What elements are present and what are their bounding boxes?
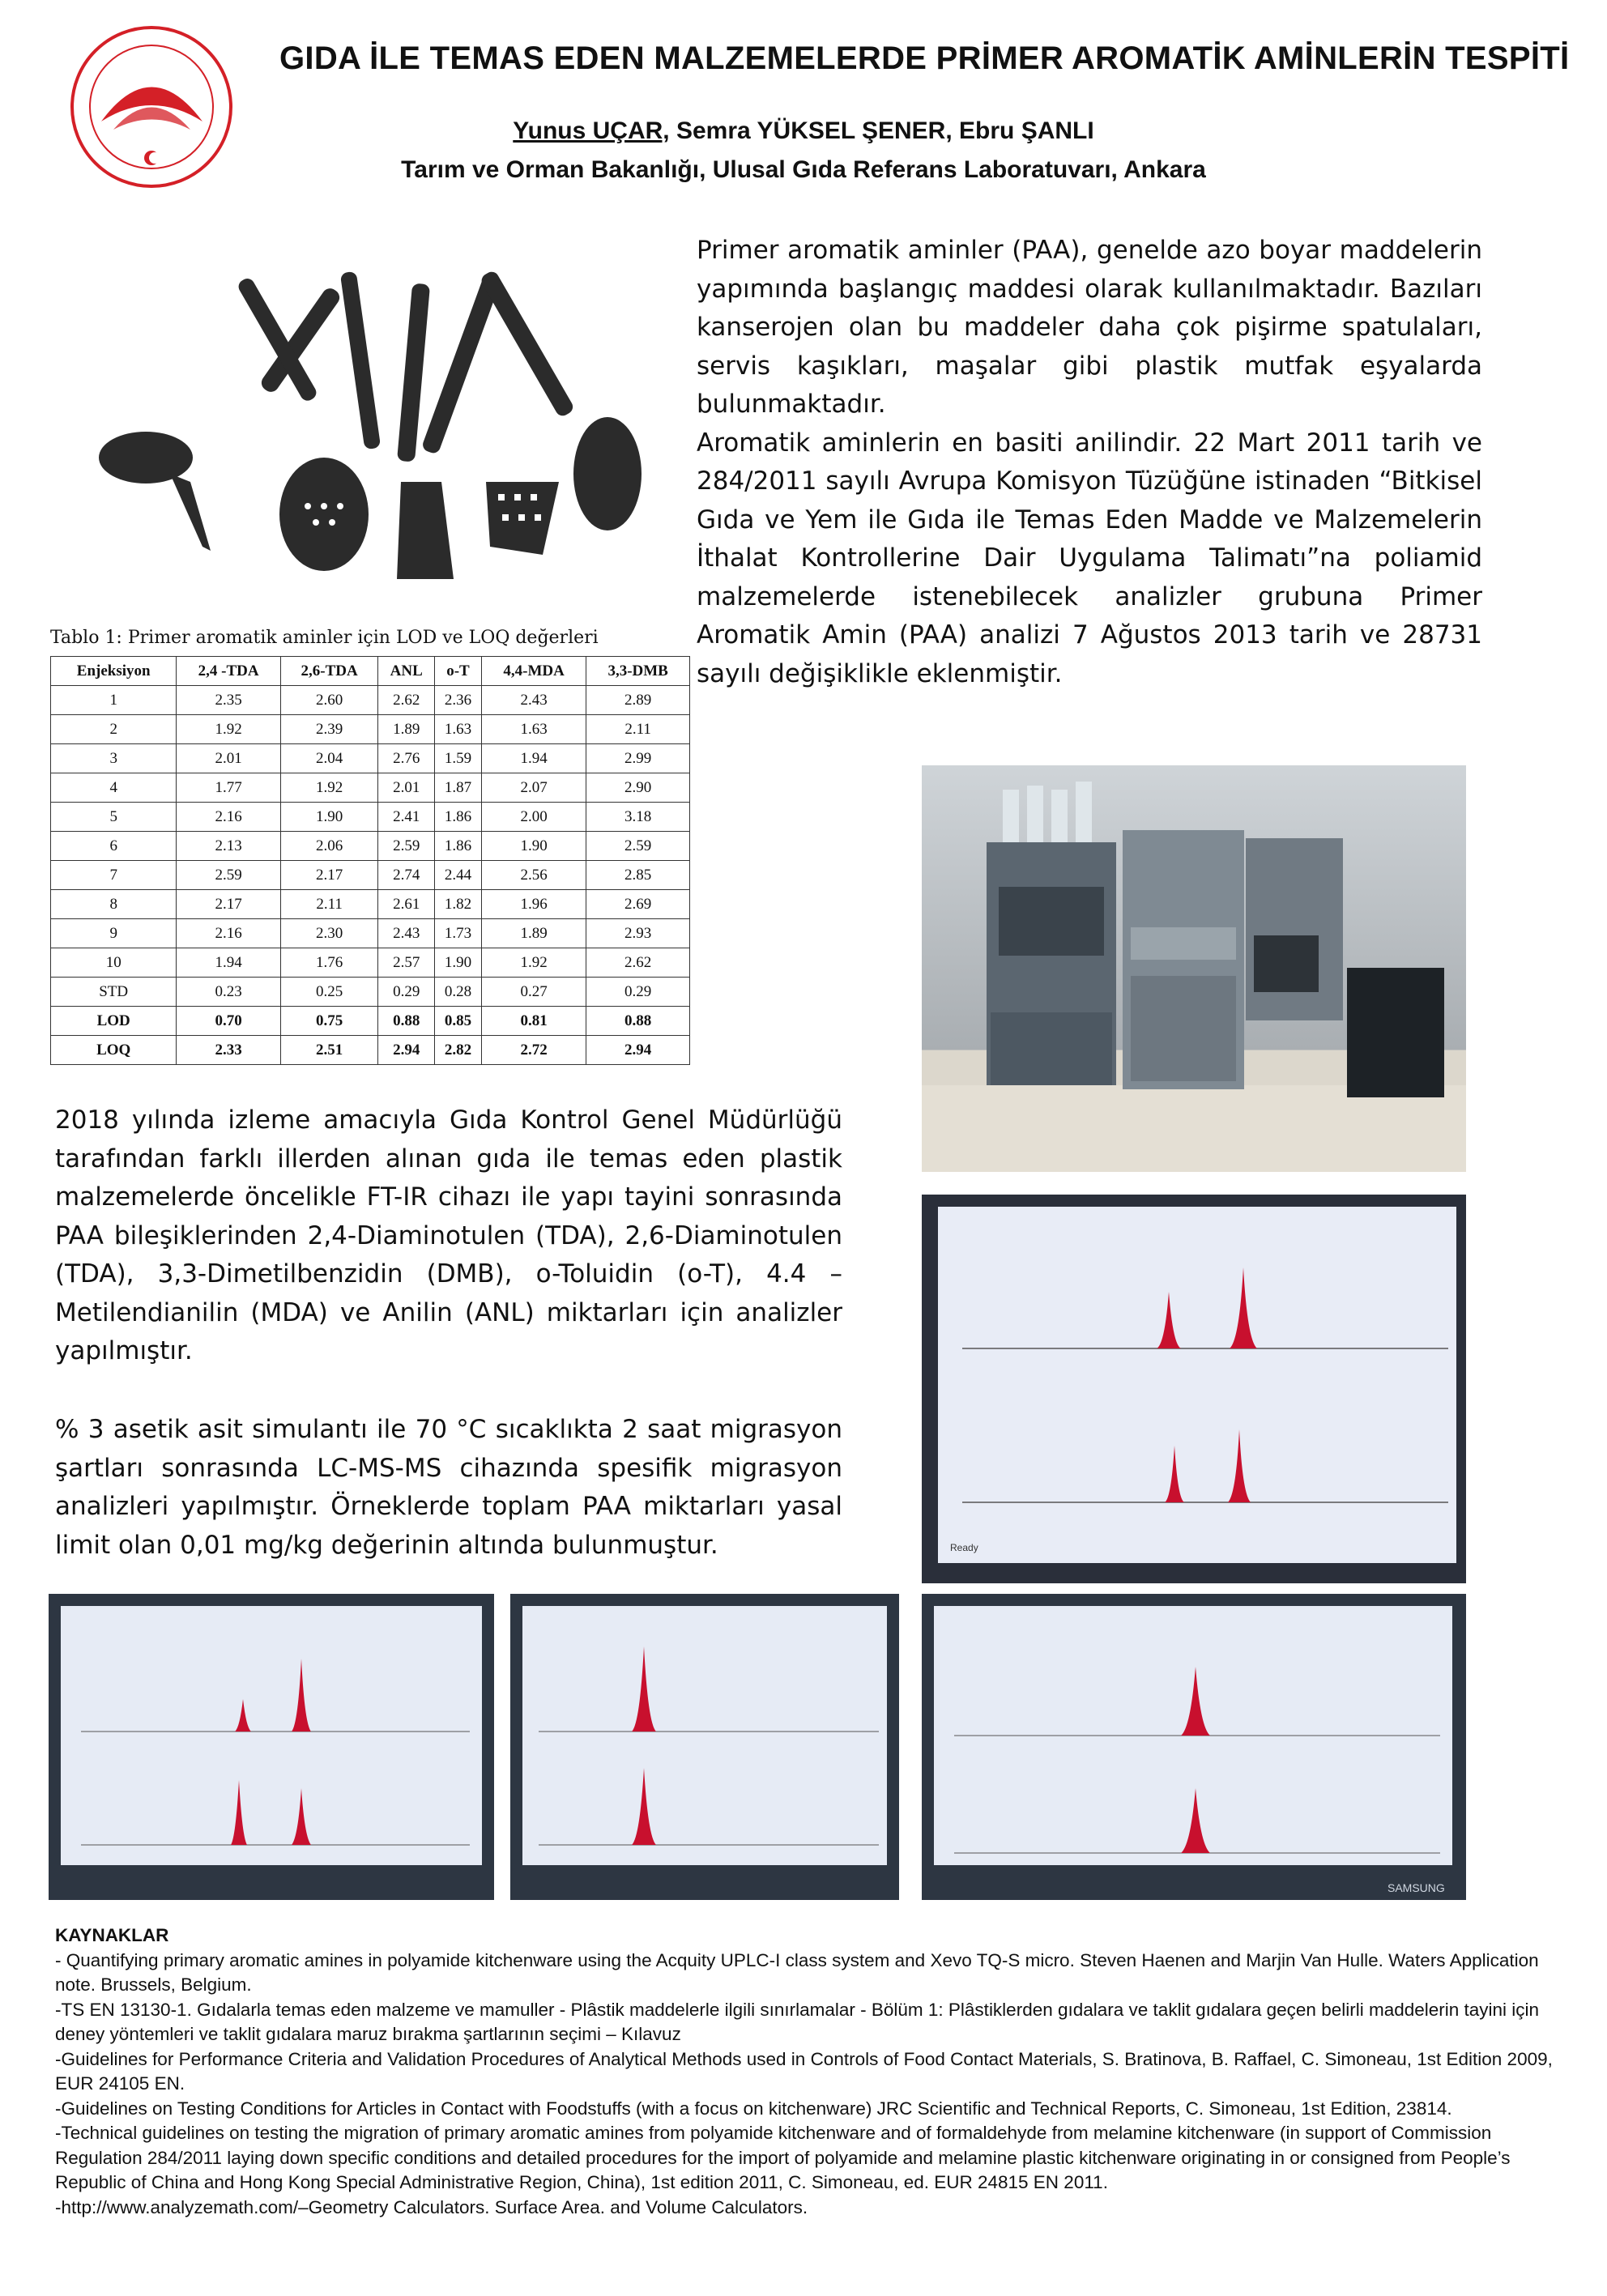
table-cell: 2.43	[481, 686, 586, 715]
table-cell: 2.85	[586, 861, 690, 890]
table-row	[51, 832, 690, 861]
table-cell: 2.41	[378, 803, 435, 832]
table-cell: 2.51	[280, 1036, 378, 1065]
table-cell: 2.90	[586, 773, 690, 803]
table-cell: 2.36	[435, 686, 482, 715]
table-cell: 1.76	[280, 948, 378, 978]
table-row	[51, 803, 690, 832]
table-cell: 2.59	[586, 832, 690, 861]
table-cell: 1.82	[435, 890, 482, 919]
table-cell: 6	[51, 832, 177, 861]
table-cell: 1.94	[177, 948, 281, 978]
author-line	[0, 117, 1607, 145]
table-cell: 3	[51, 744, 177, 773]
references-list	[55, 1949, 1578, 2221]
reference-item: -TS EN 13130-1. Gıdalarla temas eden malzeme ve mamuller - Plâstik maddelerle ilgili sınırlamalar - Bölüm 1: Plâstiklerden gıdalara ve taklit gıdalara geçen belirli maddelerin tayini için deney yöntemleri ve taklit gıdalara maruz bırakma şartlarının seçimi – Kılavuz	[55, 1999, 1540, 2044]
table-cell: 2.82	[435, 1036, 482, 1065]
table-cell: 2.94	[378, 1036, 435, 1065]
table-cell: 2.07	[481, 773, 586, 803]
table-cell: 2.35	[177, 686, 281, 715]
table-cell: 1.59	[435, 744, 482, 773]
table-cell: 0.27	[481, 978, 586, 1007]
table-row	[51, 978, 690, 1007]
reference-item: -Guidelines for Performance Criteria and Validation Procedures of Analytical Methods used in Controls of Food Contact Materials, S. Bratinova, B. Raffael, C. Simoneau, 1st Edition 2009, EUR 24105 EN.	[55, 2048, 1553, 2094]
table-header-cell: o-T	[435, 657, 482, 686]
table-cell: 0.29	[378, 978, 435, 1007]
table-cell: 0.25	[280, 978, 378, 1007]
table-cell: 7	[51, 861, 177, 890]
ready-status: Ready	[950, 1542, 978, 1553]
table-cell: 2.16	[177, 803, 281, 832]
table-cell: 2.06	[280, 832, 378, 861]
reference-item: -http://www.analyzemath.com/–Geometry Calculators. Surface Area. and Volume Calculators.	[55, 2196, 808, 2217]
migration-results: % 3 asetik asit simulantı ile 70 °C sıcaklıkta 2 saat migrasyon şartları sonrasında LC-MS-MS cihazında spesifik migrasyon analizleri yapılmıştır. Örneklerde toplam PAA miktarları yasal limit olan 0,01 mg/kg değerinin altında bulunmuştur.	[55, 1415, 842, 1560]
table-row	[51, 686, 690, 715]
table-cell: 10	[51, 948, 177, 978]
intro-paragraph-2: Aromatik aminlerin en basiti anilindir. 22 Mart 2011 tarih ve 284/2011 sayılı Avrupa Komisyon Tüzüğüne istinaden “Bitkisel Gıda ve Yem ile Gıda ile Temas Eden Madde ve Malzemelerin İthalat Kontrollerine Dair Uygulama Talimatı”na poliamid malzemelerde istenebilecek analizler grubuna Primer Aromatik Amin (PAA) analizi 7 Ağustos 2013 tarih ve 28731 sayılı değişiklikle eklenmiştir.	[697, 428, 1482, 688]
table-row	[51, 948, 690, 978]
table-cell: 1.86	[435, 803, 482, 832]
table-header-row	[51, 657, 690, 686]
affiliation: Tarım ve Orman Bakanlığı, Ulusal Gıda Referans Laboratuvarı, Ankara	[401, 156, 1206, 183]
table-body	[51, 686, 690, 1065]
table-cell: 1.89	[378, 715, 435, 744]
table-cell: LOQ	[51, 1036, 177, 1065]
table-cell: 1.86	[435, 832, 482, 861]
table-cell: 1.77	[177, 773, 281, 803]
table-cell: 1.87	[435, 773, 482, 803]
table-header-cell: 2,6-TDA	[280, 657, 378, 686]
table-cell: 1.63	[481, 715, 586, 744]
references-section	[55, 1923, 1578, 2220]
table-cell: 2.11	[586, 715, 690, 744]
table-cell: 1.92	[280, 773, 378, 803]
table-cell: 1.73	[435, 919, 482, 948]
table-cell: 2.69	[586, 890, 690, 919]
table-cell: 0.29	[586, 978, 690, 1007]
table-cell: 2.56	[481, 861, 586, 890]
table-row	[51, 744, 690, 773]
table-row	[51, 715, 690, 744]
table-header-cell: 2,4 -TDA	[177, 657, 281, 686]
table-header-cell: 3,3-DMB	[586, 657, 690, 686]
table-cell: 2.59	[177, 861, 281, 890]
table-cell: 2.62	[378, 686, 435, 715]
table-cell: 2.11	[280, 890, 378, 919]
table-cell: 0.28	[435, 978, 482, 1007]
table-cell: 5	[51, 803, 177, 832]
kitchen-utensils-photo	[49, 239, 688, 624]
table-cell: 2.17	[177, 890, 281, 919]
main-author: Yunus UÇAR,	[513, 117, 670, 144]
reference-item: -Technical guidelines on testing the migration of primary aromatic amines from polyamide kitchenware and of formaldehyde from melamine kitchenware (in support of Commission Regulation 284/2011 laying down specific conditions and detailed procedures for the import of polyamide and melamine plastic kitchenware originating in or consigned from People’s Republic of China and Hong Kong Special Administrative Region, China), 1st edition 2011, C. Simoneau, ed. EUR 24815 EN 2011.	[55, 2123, 1511, 2192]
table-cell: 2.16	[177, 919, 281, 948]
table-cell: 2.94	[586, 1036, 690, 1065]
table-cell: 2.74	[378, 861, 435, 890]
table-cell: LOD	[51, 1007, 177, 1036]
poster-title: GIDA İLE TEMAS EDEN MALZEMELERDE PRİMER AROMATİK AMİNLERİN TESPİTİ	[279, 40, 1570, 76]
table-cell: 1.90	[280, 803, 378, 832]
table-header-cell: ANL	[378, 657, 435, 686]
co-authors: Semra YÜKSEL ŞENER, Ebru ŞANLI	[669, 117, 1094, 144]
table-cell: 2.04	[280, 744, 378, 773]
table-cell: 1.96	[481, 890, 586, 919]
table-cell: 2.00	[481, 803, 586, 832]
table-cell: 0.70	[177, 1007, 281, 1036]
table-row	[51, 890, 690, 919]
table-cell: 2	[51, 715, 177, 744]
table-cell: 2.17	[280, 861, 378, 890]
chromatogram-photo-2	[49, 1594, 494, 1900]
table-cell: 1.90	[435, 948, 482, 978]
table-cell: 3.18	[586, 803, 690, 832]
table-cell: 2.99	[586, 744, 690, 773]
table-cell: 2.30	[280, 919, 378, 948]
table-cell: 2.01	[177, 744, 281, 773]
table-cell: 2.13	[177, 832, 281, 861]
table-cell: 9	[51, 919, 177, 948]
lc-ms-ms-instrument-photo	[922, 765, 1466, 1172]
table-cell: 2.44	[435, 861, 482, 890]
table-cell: 2.60	[280, 686, 378, 715]
table-caption: Tablo 1: Primer aromatik aminler için LOD ve LOQ değerleri	[50, 628, 599, 648]
intro-text	[697, 232, 1482, 693]
chromatogram-photo-3	[510, 1594, 899, 1900]
table-cell: 2.89	[586, 686, 690, 715]
table-cell: 2.39	[280, 715, 378, 744]
references-heading: KAYNAKLAR	[55, 1925, 169, 1945]
table-cell: 1.90	[481, 832, 586, 861]
table-cell: 2.01	[378, 773, 435, 803]
table-cell: 2.33	[177, 1036, 281, 1065]
table-cell: 2.72	[481, 1036, 586, 1065]
intro-paragraph-1: Primer aromatik aminler (PAA), genelde azo boyar maddelerin yapımında başlangıç maddesi olarak kullanılmaktadır. Bazıları kanserojen olan bu maddeler daha çok pişirme spatulaları, servis kaşıkları, maşalar gibi plastik mutfak eşyalarda bulunmaktadır.	[697, 236, 1482, 419]
chromatogram-photo-1	[922, 1195, 1466, 1583]
table-cell: 1.92	[177, 715, 281, 744]
table-cell: 1.94	[481, 744, 586, 773]
reference-item: -Guidelines on Testing Conditions for Articles in Contact with Foodstuffs (with a focus on kitchenware) JRC Scientific and Technical Reports, C. Simoneau, 1st Edition, 23814.	[55, 2098, 1452, 2119]
table-header-cell: Enjeksiyon	[51, 657, 177, 686]
lod-loq-table	[50, 656, 690, 1065]
table-cell: 1.63	[435, 715, 482, 744]
table-cell: 1	[51, 686, 177, 715]
monitor-brand: SAMSUNG	[1387, 1881, 1445, 1894]
reference-item: - Quantifying primary aromatic amines in polyamide kitchenware using the Acquity UPLC-I class system and Xevo TQ-S micro. Steven Haenen and Marjin Van Hulle. Waters Application note. Brussels, Belgium.	[55, 1949, 1539, 1995]
table-cell: 2.57	[378, 948, 435, 978]
study-description: 2018 yılında izleme amacıyla Gıda Kontrol Genel Müdürlüğü tarafından farklı illerden alınan gıda ile temas eden plastik malzemelerde öncelikle FT-IR cihazı ile yapı tayini sonrasında PAA bileşiklerinden 2,4-Diaminotulen (TDA), 2,6-Diaminotulen (TDA), 3,3-Dimetilbenzidin (DMB), o-Toluidin (o-T), 4.4 –Metilendianilin (MDA) ve Anilin (ANL) miktarları için analizler yapılmıştır.	[55, 1105, 842, 1365]
table-cell: 8	[51, 890, 177, 919]
table-cell: 2.59	[378, 832, 435, 861]
table-cell: 1.89	[481, 919, 586, 948]
table-cell: 2.61	[378, 890, 435, 919]
table-row	[51, 861, 690, 890]
table-cell: 4	[51, 773, 177, 803]
table-cell: 2.93	[586, 919, 690, 948]
table-cell: 2.43	[378, 919, 435, 948]
table-row	[51, 773, 690, 803]
table-cell: 2.76	[378, 744, 435, 773]
table-cell: 1.92	[481, 948, 586, 978]
table-cell: 0.75	[280, 1007, 378, 1036]
table-cell: 0.23	[177, 978, 281, 1007]
table-cell: 0.88	[378, 1007, 435, 1036]
chromatogram-photo-4	[922, 1594, 1466, 1900]
table-cell: STD	[51, 978, 177, 1007]
table-cell: 0.88	[586, 1007, 690, 1036]
table-row	[51, 1007, 690, 1036]
table-row	[51, 1036, 690, 1065]
table-cell: 2.62	[586, 948, 690, 978]
table-cell: 0.85	[435, 1007, 482, 1036]
table-row	[51, 919, 690, 948]
table-cell: 0.81	[481, 1007, 586, 1036]
table-header-cell: 4,4-MDA	[481, 657, 586, 686]
